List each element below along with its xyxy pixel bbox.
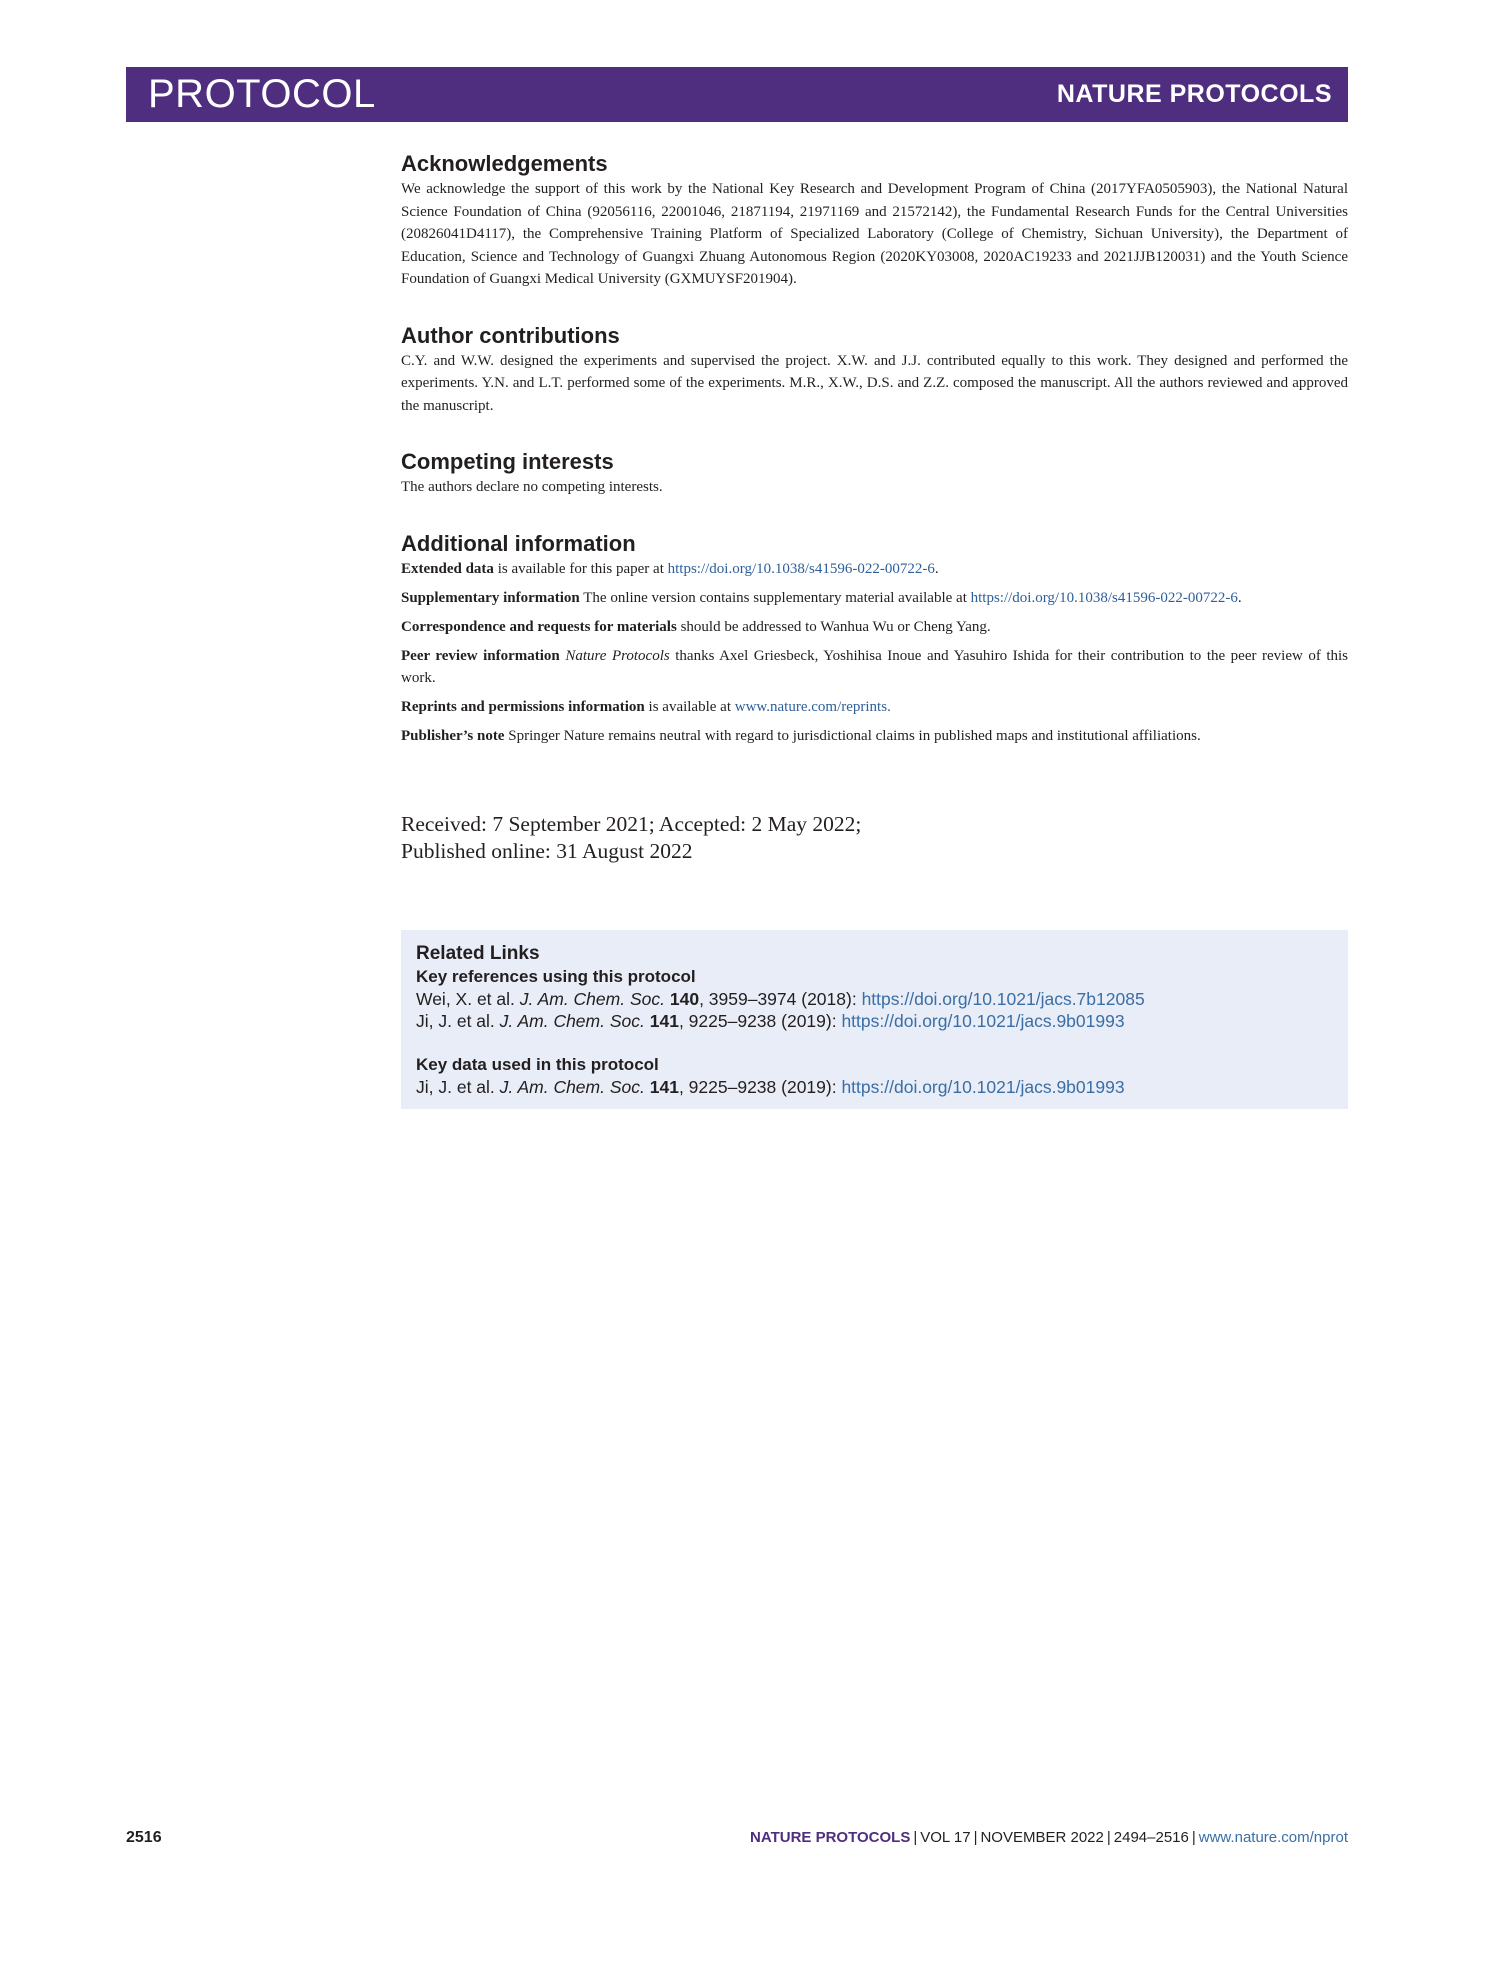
footer-volume: VOL 17	[920, 1829, 971, 1846]
additional-information-heading: Additional information	[401, 530, 636, 556]
key-references-heading: Key references using this protocol	[416, 967, 696, 986]
correspondence-label: Correspondence and requests for materials	[401, 618, 677, 635]
supplementary-info-link[interactable]: https://doi.org/10.1038/s41596-022-00722-6	[970, 589, 1238, 606]
peer-review-item: Peer review information Nature Protocols thanks Axel Griesbeck, Yoshihisa Inoue and Yasuhiro Ishida for their contribution to the peer review of this work.	[401, 647, 1349, 686]
reprints-label: Reprints and permissions information	[401, 698, 645, 715]
key-data-item: Ji, J. et al. J. Am. Chem. Soc. 141, 9225–9238 (2019): https://doi.org/10.1021/jacs.9b01993	[416, 1077, 1125, 1097]
acknowledgements-section	[401, 150, 1348, 291]
acknowledgements-heading: Acknowledgements	[401, 151, 608, 176]
peer-review-label: Peer review information	[401, 647, 560, 664]
competing-interests-heading: Competing interests	[401, 449, 614, 474]
key-reference-link[interactable]: https://doi.org/10.1021/jacs.9b01993	[841, 1011, 1125, 1031]
key-reference-item: Wei, X. et al. J. Am. Chem. Soc. 140, 3959–3974 (2018): https://doi.org/10.1021/jacs.7b12085	[416, 989, 1145, 1009]
journal-label: NATURE PROTOCOLS	[1056, 80, 1332, 108]
main-content	[401, 150, 1348, 865]
footer-journal: NATURE PROTOCOLS	[750, 1829, 911, 1846]
key-reference-item: Ji, J. et al. J. Am. Chem. Soc. 141, 9225–9238 (2019): https://doi.org/10.1021/jacs.9b01993	[416, 1011, 1125, 1031]
footer-issue-date: NOVEMBER 2022	[980, 1829, 1104, 1846]
competing-interests-text: The authors declare no competing interests.	[401, 479, 663, 495]
competing-interests-section	[401, 448, 1348, 499]
publisher-note-item: Publisher’s note Springer Nature remains neutral with regard to jurisdictional claims in published maps and institutional affiliations.	[401, 727, 1201, 744]
key-data-link[interactable]: https://doi.org/10.1021/jacs.9b01993	[841, 1077, 1125, 1097]
extended-data-item: Extended data is available for this paper at https://doi.org/10.1038/s41596-022-00722-6.	[401, 560, 939, 577]
header-banner	[126, 67, 1348, 122]
key-reference-link[interactable]: https://doi.org/10.1021/jacs.7b12085	[861, 989, 1145, 1009]
peer-review-journal: Nature Protocols	[565, 647, 670, 664]
extended-data-label: Extended data	[401, 560, 494, 577]
author-contributions-heading: Author contributions	[401, 322, 620, 348]
author-contributions-section	[401, 322, 1348, 418]
publication-dates	[401, 811, 1348, 865]
reprints-item: Reprints and permissions information is available at www.nature.com/reprints.	[401, 698, 891, 715]
page-number: 2516	[126, 1829, 162, 1846]
related-links-box	[401, 930, 1348, 1109]
acknowledgements-text: We acknowledge the support of this work by the National Key Research and Development Program of China (2017YFA0505903), the National Natural Science Foundation of China (92056116, 22001046, 21871194, 21971169 and 21572142), the Fundamental Research Funds for the Central Universities (20826041D4117), the Comprehensive Training Platform of Specialized Laboratory (College of Chemistry, Sichuan University), the Department of Education, Science and Technology of Guangxi Zhuang Autonomous Region (2020KY03008, 2020AC19233 and 2021JJB120031) and the Youth Science Foundation of Guangxi Medical University (GXMUYSF201904).	[401, 181, 1348, 287]
extended-data-link[interactable]: https://doi.org/10.1038/s41596-022-00722-6	[667, 560, 935, 577]
additional-information-section	[401, 530, 1348, 747]
key-data-heading: Key data used in this protocol	[416, 1055, 659, 1074]
published-date: Published online: 31 August 2022	[401, 838, 693, 863]
reprints-link[interactable]: www.nature.com/reprints.	[734, 698, 891, 715]
footer-citation: NATURE PROTOCOLS | VOL 17 | NOVEMBER 2022 | 2494–2516 | www.nature.com/nprot	[750, 1829, 1348, 1846]
footer-pages: 2494–2516	[1113, 1829, 1189, 1846]
related-links-title: Related Links	[416, 943, 540, 964]
publisher-note-label: Publisher’s note	[401, 727, 505, 744]
supplementary-info-label: Supplementary information	[401, 589, 580, 606]
footer-url-link[interactable]: www.nature.com/nprot	[1198, 1829, 1348, 1846]
author-contributions-text: C.Y. and W.W. designed the experiments and supervised the project. X.W. and J.J. contributed equally to this work. They designed and performed the experiments. Y.N. and L.T. performed some of the experiments. M.R., X.W., D.S. and Z.Z. composed the manuscript. All the authors reviewed and approved the manuscript.	[401, 352, 1348, 414]
received-accepted-dates: Received: 7 September 2021; Accepted: 2 May 2022;	[401, 811, 862, 836]
supplementary-info-item: Supplementary information The online version contains supplementary material available at https://doi.org/10.1038/s41596-022-00722-6.	[401, 589, 1242, 606]
correspondence-item: Correspondence and requests for materials should be addressed to Wanhua Wu or Cheng Yang.	[401, 618, 991, 635]
section-label: PROTOCOL	[148, 72, 376, 116]
